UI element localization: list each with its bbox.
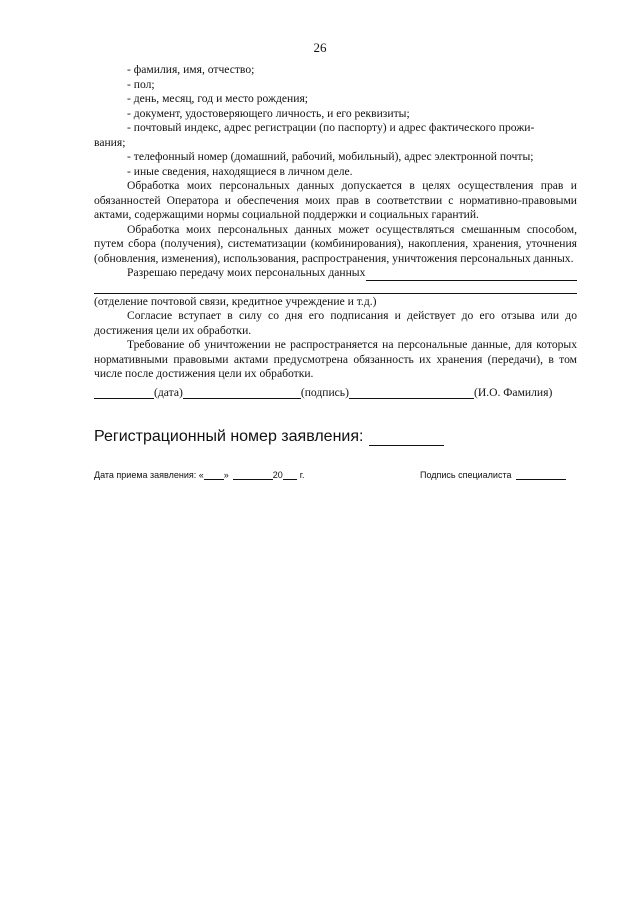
list-item-other: - иные сведения, находящиеся в личном деле. [127,164,353,178]
list-item: - фамилия, имя, отчество; [127,63,255,76]
list-item-phone: - телефонный номер (домашний, рабочий, мобильный), адрес электронной почты; [127,150,534,163]
receipt-day-field[interactable] [204,470,224,480]
date-field[interactable] [94,387,154,399]
consent-body [94,63,577,382]
page-number: 26 [313,40,327,55]
signature-caption: (подпись) [300,386,349,399]
signature-field[interactable] [183,387,301,399]
registration-number-label: Регистрационный номер заявления: [94,428,364,445]
paragraph-purpose: Обработка моих персональных данных допускается в целях осуществления прав и обязанностей Оператора и обеспечения моих прав в соответствии с нормативно-правовыми актами, содержащими нормы социальной поддержки и социальных гарантий. [94,179,577,221]
paragraph-validity: Согласие вступает в силу со дня его подписания и действует до его отзыва или до достижения цели их обработки. [94,309,577,337]
full-name-field[interactable] [349,387,474,399]
transfer-permission-label: Разрешаю передачу моих персональных данных [127,266,366,279]
transfer-permission-row [94,266,577,281]
specialist-signature-label: Подпись специалиста [420,470,512,480]
receipt-year-prefix: 20 [272,470,283,480]
receipt-year-suffix: г. [299,470,305,480]
specialist-signature-row [420,470,566,480]
date-caption: (дата) [154,386,183,399]
receipt-year-field[interactable] [283,470,297,480]
specialist-signature-field[interactable] [516,470,566,480]
full-name-caption: (И.О. Фамилия) [473,386,553,399]
list-item-address-continuation: вания; [94,135,126,149]
registration-number-field[interactable] [369,431,444,446]
transfer-recipient-field-line2[interactable] [94,281,577,294]
receipt-date-label: Дата приема заявления: « [94,470,204,480]
receipt-date-row [94,470,304,480]
transfer-recipient-hint: (отделение почтовой связи, кредитное учреждение и т.д.) [94,294,377,308]
receipt-month-field[interactable] [233,470,273,480]
transfer-recipient-field[interactable] [366,269,577,281]
list-item: - пол; [127,77,155,91]
receipt-date-quote: » [223,470,229,480]
paragraph-destruction: Требование об уничтожении не распространяется на персональные данные, для которых нормативными правовыми актами предусмотрена обязанность их хранения (передачи), в том числе после достижения цели их обработки. [94,338,577,380]
list-item: - день, месяц, год и место рождения; [127,92,309,105]
list-item-address: - почтовый индекс, адрес регистрации (по паспорту) и адрес фактического прожи- [127,121,535,134]
paragraph-processing-method: Обработка моих персональных данных может осуществляться смешанным способом, путем сбора (получения), систематизации (комбинирования), накопления, хранения, уточнения (обновления, изменения), использования, распространения, уничтожения персональных данных. [94,222,577,265]
signature-row [94,386,577,399]
registration-number-row [94,428,444,446]
list-item: - документ, удостоверяющего личность, и его реквизиты; [127,106,410,120]
